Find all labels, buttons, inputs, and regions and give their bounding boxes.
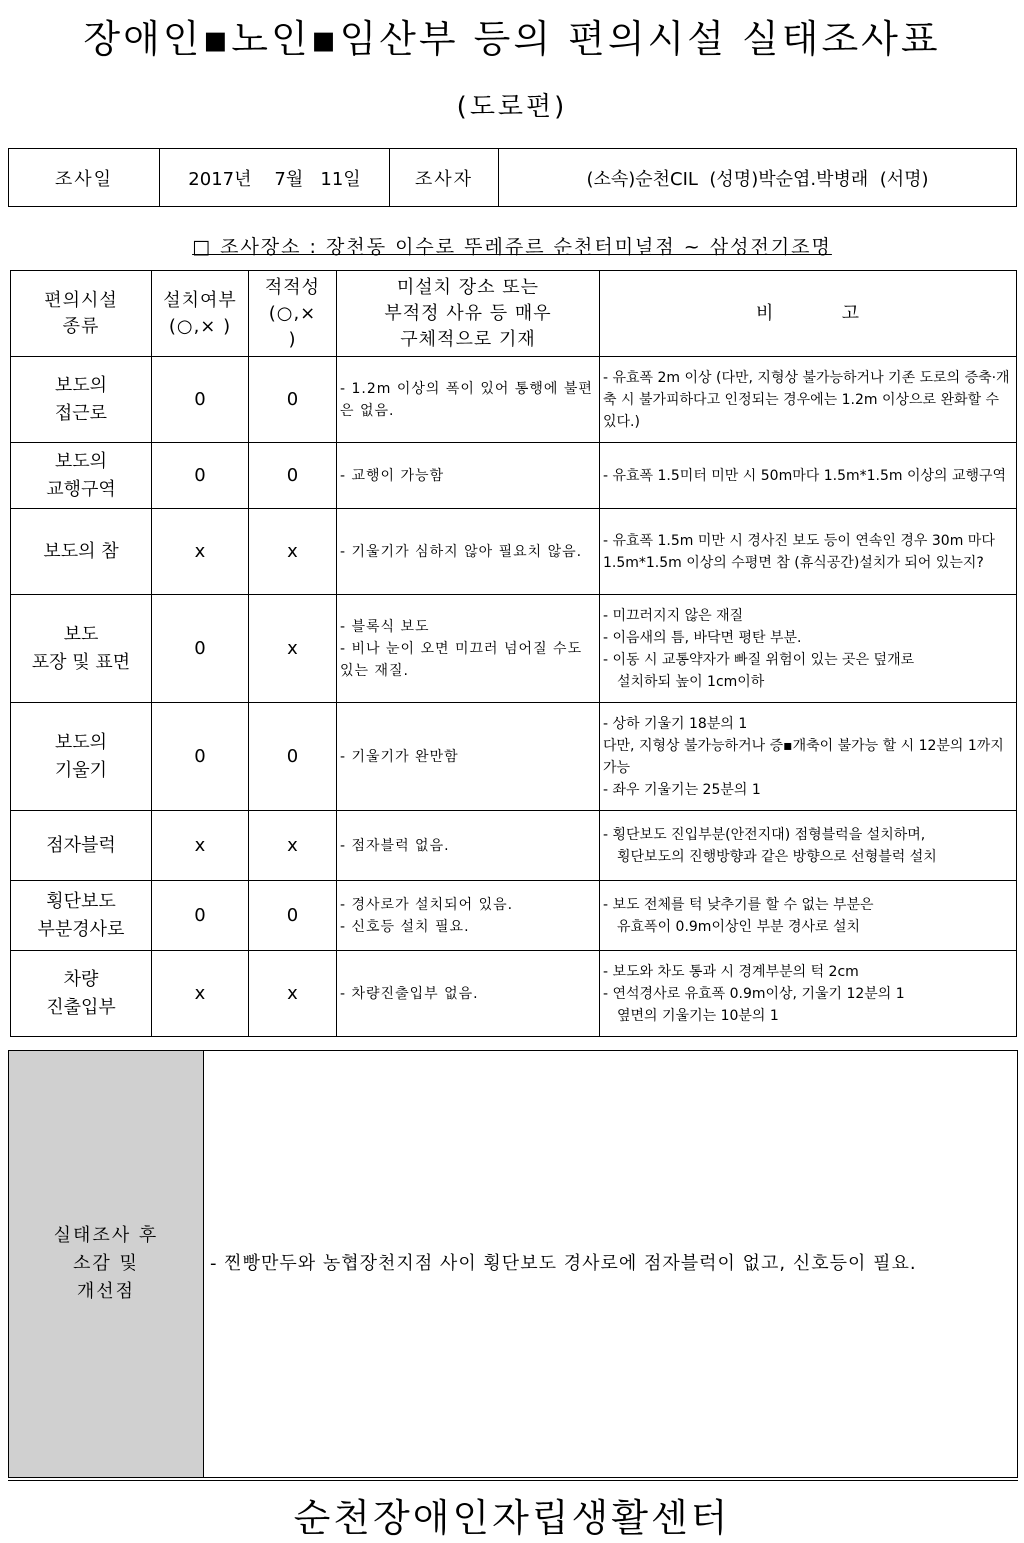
facility-type-cell: 보도 포장 및 표면 bbox=[11, 595, 152, 703]
table-row bbox=[11, 811, 1017, 881]
reason-cell: - 차량진출입부 없음. bbox=[337, 951, 600, 1037]
facility-type-cell: 보도의 접근로 bbox=[11, 357, 152, 443]
table-row bbox=[11, 703, 1017, 811]
reason-cell: - 교행이 가능함 bbox=[337, 443, 600, 509]
table-row bbox=[11, 595, 1017, 703]
note-cell: - 유효폭 2m 이상 (다만, 지형상 불가능하거나 기존 도로의 증축·개축 시 불가피하다고 인정되는 경우에는 1.2m 이상으로 완화할 수 있다.) bbox=[600, 357, 1017, 443]
page-title: 장애인▪노인▪임산부 등의 편의시설 실태조사표 bbox=[83, 17, 941, 61]
page-subtitle: (도로편) bbox=[456, 92, 568, 122]
reason-cell: - 점자블럭 없음. bbox=[337, 811, 600, 881]
table-row bbox=[11, 357, 1017, 443]
adequacy-cell: x bbox=[249, 595, 337, 703]
note-cell: - 상하 기울기 18분의 1 다만, 지형상 불가능하거나 증▪개축이 불가능 할 시 12분의 1까지 가능 - 좌우 기울기는 25분의 1 bbox=[600, 703, 1017, 811]
installed-cell: 0 bbox=[152, 595, 249, 703]
installed-cell: 0 bbox=[152, 443, 249, 509]
adequacy-cell: x bbox=[249, 811, 337, 881]
adequacy-cell: x bbox=[249, 951, 337, 1037]
facility-type-cell: 점자블럭 bbox=[11, 811, 152, 881]
installed-cell: 0 bbox=[152, 357, 249, 443]
surveyor-label: 조사자 bbox=[390, 149, 499, 207]
adequacy-cell: x bbox=[249, 509, 337, 595]
installed-cell: x bbox=[152, 951, 249, 1037]
note-cell: - 보도 전체를 턱 낮추기를 할 수 없는 부분은 유효폭이 0.9m이상인 부분 경사로 설치 bbox=[600, 881, 1017, 951]
header-facility: 편의시설 종류 bbox=[11, 271, 152, 357]
installed-cell: 0 bbox=[152, 703, 249, 811]
facility-type-cell: 보도의 교행구역 bbox=[11, 443, 152, 509]
table-row bbox=[11, 881, 1017, 951]
table-row bbox=[11, 443, 1017, 509]
summary-text: - 찐빵만두와 농협장천지점 사이 횡단보도 경사로에 점자블럭이 없고, 신호등이 필요. bbox=[204, 1051, 1018, 1478]
header-adequacy: 적적성 (○,× ) bbox=[249, 271, 337, 357]
summary-label: 실태조사 후 소감 및 개선점 bbox=[9, 1051, 204, 1478]
table-row bbox=[11, 951, 1017, 1037]
installed-cell: x bbox=[152, 811, 249, 881]
facility-table bbox=[10, 270, 1017, 1037]
survey-location: □ 조사장소 : 장천동 이수로 뚜레쥬르 순천터미널점 ~ 삼성전기조명 bbox=[192, 236, 832, 258]
adequacy-cell: 0 bbox=[249, 703, 337, 811]
header-note: 비 고 bbox=[600, 271, 1017, 357]
facility-type-cell: 보도의 참 bbox=[11, 509, 152, 595]
facility-type-cell: 횡단보도 부분경사로 bbox=[11, 881, 152, 951]
adequacy-cell: 0 bbox=[249, 881, 337, 951]
table-row bbox=[11, 509, 1017, 595]
facility-type-cell: 차량 진출입부 bbox=[11, 951, 152, 1037]
survey-info-table bbox=[8, 148, 1017, 207]
reason-cell: - 기울기가 완만함 bbox=[337, 703, 600, 811]
survey-date-value: 2017년 7월 11일 bbox=[160, 149, 390, 207]
reason-cell: - 블록식 보도 - 비나 눈이 오면 미끄러 넘어질 수도 있는 재질. bbox=[337, 595, 600, 703]
installed-cell: x bbox=[152, 509, 249, 595]
installed-cell: 0 bbox=[152, 881, 249, 951]
note-cell: - 유효폭 1.5미터 미만 시 50m마다 1.5m*1.5m 이상의 교행구역 bbox=[600, 443, 1017, 509]
facility-type-cell: 보도의 기울기 bbox=[11, 703, 152, 811]
note-cell: - 보도와 차도 통과 시 경계부분의 턱 2cm - 연석경사로 유효폭 0.9m이상, 기울기 12분의 1 옆면의 기울기는 10분의 1 bbox=[600, 951, 1017, 1037]
note-cell: - 유효폭 1.5m 미만 시 경사진 보도 등이 연속인 경우 30m 마다 1.5m*1.5m 이상의 수평면 참 (휴식공간)설치가 되어 있는지? bbox=[600, 509, 1017, 595]
note-cell: - 미끄러지지 않은 재질 - 이음새의 틈, 바닥면 평탄 부분. - 이동 시 교통약자가 빠질 위험이 있는 곳은 덮개로 설치하되 높이 1cm이하 bbox=[600, 595, 1017, 703]
organization-name: 순천장애인자립생활센터 bbox=[293, 1496, 731, 1540]
survey-date-label: 조사일 bbox=[9, 149, 160, 207]
reason-cell: - 기울기가 심하지 않아 필요치 않음. bbox=[337, 509, 600, 595]
summary-table bbox=[8, 1050, 1018, 1478]
footer-divider bbox=[8, 1480, 1018, 1481]
header-reason: 미설치 장소 또는 부적정 사유 등 매우 구체적으로 기재 bbox=[337, 271, 600, 357]
adequacy-cell: 0 bbox=[249, 357, 337, 443]
header-installed: 설치여부 (○,× ) bbox=[152, 271, 249, 357]
adequacy-cell: 0 bbox=[249, 443, 337, 509]
surveyor-value: (소속)순천CIL (성명)박순엽.박병래 (서명) bbox=[499, 149, 1017, 207]
reason-cell: - 1.2m 이상의 폭이 있어 통행에 불편은 없음. bbox=[337, 357, 600, 443]
reason-cell: - 경사로가 설치되어 있음. - 신호등 설치 필요. bbox=[337, 881, 600, 951]
note-cell: - 횡단보도 진입부분(안전지대) 점형블럭을 설치하며, 횡단보도의 진행방향과 같은 방향으로 선형블럭 설치 bbox=[600, 811, 1017, 881]
